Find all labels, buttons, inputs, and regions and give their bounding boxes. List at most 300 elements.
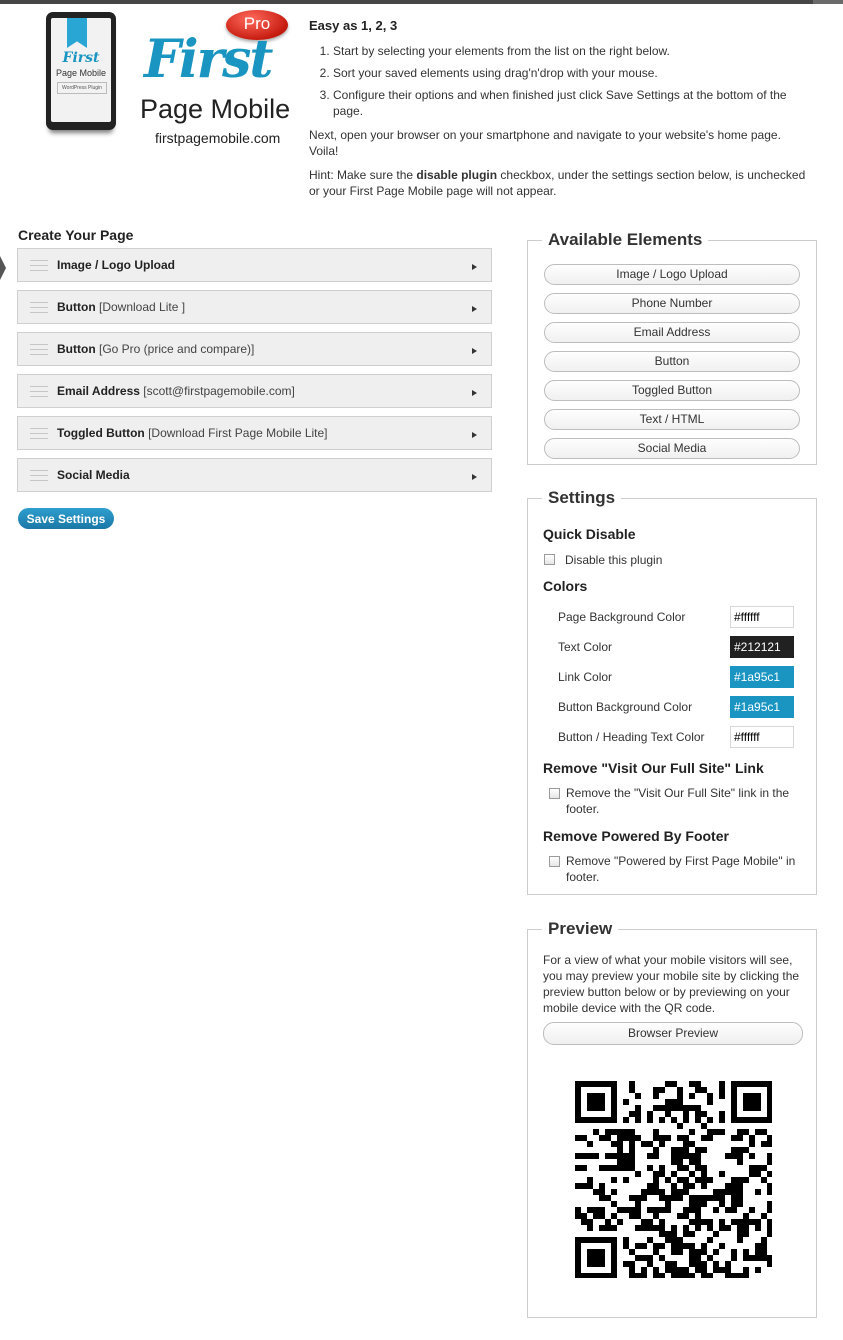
qr-module xyxy=(719,1111,725,1117)
qr-module xyxy=(737,1237,743,1243)
qr-module xyxy=(575,1243,581,1249)
add-element-button[interactable]: Social Media xyxy=(544,438,800,459)
qr-module xyxy=(743,1213,749,1219)
qr-module xyxy=(683,1225,689,1231)
qr-module xyxy=(695,1219,701,1225)
qr-module xyxy=(617,1159,623,1165)
qr-module xyxy=(713,1195,719,1201)
qr-module xyxy=(743,1219,749,1225)
qr-module xyxy=(671,1183,677,1189)
qr-module xyxy=(575,1273,581,1278)
qr-module xyxy=(731,1147,737,1153)
qr-module xyxy=(593,1153,599,1159)
qr-module xyxy=(647,1189,653,1195)
qr-module xyxy=(761,1177,767,1183)
qr-module xyxy=(581,1183,587,1189)
add-element-button[interactable]: Toggled Button xyxy=(544,380,800,401)
page-element-item[interactable] xyxy=(17,332,492,366)
qr-module xyxy=(689,1219,695,1225)
qr-module xyxy=(587,1207,593,1213)
preview-title: Preview xyxy=(542,919,618,939)
qr-module xyxy=(611,1081,617,1087)
qr-module xyxy=(647,1111,653,1117)
qr-module xyxy=(707,1093,713,1099)
qr-module xyxy=(641,1225,647,1231)
qr-module xyxy=(635,1105,641,1111)
qr-module xyxy=(707,1177,713,1183)
qr-module xyxy=(659,1255,665,1261)
qr-module xyxy=(623,1237,629,1243)
qr-module xyxy=(755,1219,761,1225)
qr-module xyxy=(749,1153,755,1159)
qr-module xyxy=(749,1117,755,1123)
qr-module xyxy=(599,1099,605,1105)
qr-module xyxy=(605,1135,611,1141)
collapse-arrow-icon[interactable] xyxy=(0,256,6,280)
qr-module xyxy=(719,1081,725,1087)
qr-module xyxy=(635,1255,641,1261)
qr-module xyxy=(617,1129,623,1135)
qr-module xyxy=(671,1237,677,1243)
browser-preview-button[interactable]: Browser Preview xyxy=(543,1022,803,1045)
qr-module xyxy=(629,1081,635,1087)
qr-module xyxy=(743,1093,749,1099)
qr-module xyxy=(593,1189,599,1195)
qr-module xyxy=(767,1207,772,1213)
qr-module xyxy=(761,1117,767,1123)
qr-module xyxy=(731,1081,737,1087)
qr-module xyxy=(701,1195,707,1201)
add-element-button[interactable]: Phone Number xyxy=(544,293,800,314)
qr-module xyxy=(659,1273,665,1278)
qr-module xyxy=(587,1225,593,1231)
qr-module xyxy=(653,1129,659,1135)
qr-module xyxy=(593,1081,599,1087)
qr-module xyxy=(647,1117,653,1123)
qr-module xyxy=(665,1207,671,1213)
qr-module xyxy=(605,1153,611,1159)
qr-module xyxy=(695,1111,701,1117)
qr-module xyxy=(743,1129,749,1135)
color-label: Link Color xyxy=(558,670,613,684)
qr-module xyxy=(611,1189,617,1195)
qr-module xyxy=(713,1261,719,1267)
qr-module xyxy=(575,1105,581,1111)
qr-module xyxy=(707,1273,713,1278)
qr-module xyxy=(605,1129,611,1135)
element-type: Image / Logo Upload xyxy=(57,258,176,272)
qr-module xyxy=(755,1129,761,1135)
page-elements-list xyxy=(17,248,492,500)
qr-module xyxy=(623,1243,629,1249)
qr-module xyxy=(719,1189,725,1195)
qr-module xyxy=(695,1249,701,1255)
element-label xyxy=(57,426,328,440)
qr-module xyxy=(599,1213,605,1219)
qr-module xyxy=(767,1171,772,1177)
page-element-item[interactable] xyxy=(17,416,492,450)
expand-arrow-icon[interactable] xyxy=(472,474,477,480)
qr-module xyxy=(629,1147,635,1153)
qr-module xyxy=(689,1231,695,1237)
qr-module xyxy=(587,1255,593,1261)
qr-module xyxy=(719,1243,725,1249)
settings-panel xyxy=(527,488,817,895)
qr-module xyxy=(599,1255,605,1261)
qr-module xyxy=(689,1201,695,1207)
qr-module xyxy=(665,1195,671,1201)
qr-module xyxy=(629,1213,635,1219)
qr-module xyxy=(755,1165,761,1171)
qr-module xyxy=(599,1261,605,1267)
qr-module xyxy=(707,1255,713,1261)
drag-handle-icon[interactable] xyxy=(30,470,48,481)
element-label xyxy=(57,258,175,272)
qr-module xyxy=(593,1093,599,1099)
qr-module xyxy=(689,1243,695,1249)
qr-module xyxy=(575,1267,581,1273)
qr-module xyxy=(689,1159,695,1165)
qr-module xyxy=(623,1099,629,1105)
hint-text-end: checkbox, under the settings section below, is unchecked or your First Page Mobile page will not appear. xyxy=(309,168,806,198)
drag-handle-icon[interactable] xyxy=(30,344,48,355)
qr-module xyxy=(665,1081,671,1087)
qr-module xyxy=(587,1183,593,1189)
page-element-item[interactable] xyxy=(17,458,492,492)
qr-module xyxy=(683,1273,689,1278)
qr-module xyxy=(593,1261,599,1267)
qr-module xyxy=(701,1147,707,1153)
qr-module xyxy=(755,1081,761,1087)
qr-module xyxy=(611,1255,617,1261)
qr-module xyxy=(671,1189,677,1195)
qr-module xyxy=(761,1129,767,1135)
qr-module xyxy=(737,1273,743,1278)
qr-module xyxy=(629,1261,635,1267)
qr-module xyxy=(641,1267,647,1273)
qr-module xyxy=(671,1147,677,1153)
qr-module xyxy=(617,1165,623,1171)
qr-module xyxy=(689,1261,695,1267)
expand-arrow-icon[interactable] xyxy=(472,264,477,270)
qr-module xyxy=(743,1177,749,1183)
qr-module xyxy=(701,1249,707,1255)
element-label xyxy=(57,468,130,482)
qr-module xyxy=(659,1207,665,1213)
qr-module xyxy=(737,1225,743,1231)
qr-module xyxy=(695,1201,701,1207)
remove-full-site-label: Remove the "Visit Our Full Site" link in the footer. xyxy=(566,786,790,816)
qr-module xyxy=(713,1207,719,1213)
qr-module xyxy=(701,1135,707,1141)
color-label: Page Background Color xyxy=(558,610,686,624)
qr-module xyxy=(707,1135,713,1141)
qr-module xyxy=(587,1153,593,1159)
button-heading-text-color-input[interactable] xyxy=(730,726,794,748)
qr-module xyxy=(683,1189,689,1195)
qr-module xyxy=(737,1117,743,1123)
qr-module xyxy=(755,1171,761,1177)
qr-module xyxy=(671,1243,677,1249)
available-elements-list xyxy=(528,241,816,459)
intro-hint xyxy=(309,167,809,199)
qr-module xyxy=(647,1141,653,1147)
preview-panel xyxy=(527,919,817,1318)
qr-module xyxy=(671,1225,677,1231)
page-element-item[interactable] xyxy=(17,374,492,408)
qr-module xyxy=(587,1099,593,1105)
qr-module xyxy=(767,1105,772,1111)
qr-module xyxy=(743,1267,749,1273)
qr-module xyxy=(665,1099,671,1105)
qr-module xyxy=(629,1087,635,1093)
qr-module xyxy=(647,1261,653,1267)
qr-module xyxy=(683,1135,689,1141)
qr-module xyxy=(653,1087,659,1093)
qr-module xyxy=(635,1093,641,1099)
qr-module xyxy=(707,1195,713,1201)
qr-module xyxy=(767,1159,772,1165)
element-label xyxy=(57,384,295,398)
qr-module xyxy=(683,1177,689,1183)
add-element-button[interactable]: Button xyxy=(544,351,800,372)
save-settings-button[interactable]: Save Settings xyxy=(18,508,114,529)
qr-module xyxy=(677,1267,683,1273)
remove-full-site-checkbox[interactable] xyxy=(549,788,560,799)
qr-module xyxy=(695,1225,701,1231)
qr-module xyxy=(749,1165,755,1171)
qr-module xyxy=(701,1123,707,1129)
preview-description: For a view of what your mobile visitors will see, you may preview your mobile site by clicking the preview button below or by previewing on your mobile device with the QR code. xyxy=(543,953,800,1015)
qr-module xyxy=(737,1231,743,1237)
expand-arrow-icon[interactable] xyxy=(472,432,477,438)
qr-module xyxy=(671,1261,677,1267)
qr-module xyxy=(665,1231,671,1237)
add-element-button[interactable]: Email Address xyxy=(544,322,800,343)
qr-module xyxy=(713,1231,719,1237)
qr-module xyxy=(647,1255,653,1261)
text-color-input[interactable] xyxy=(730,636,794,658)
qr-module xyxy=(731,1219,737,1225)
qr-module xyxy=(725,1189,731,1195)
qr-module xyxy=(611,1177,617,1183)
qr-module xyxy=(629,1129,635,1135)
element-detail: [Download First Page Mobile Lite] xyxy=(144,426,328,440)
qr-module xyxy=(755,1225,761,1231)
qr-module xyxy=(653,1267,659,1273)
qr-module xyxy=(575,1165,581,1171)
color-label: Button Background Color xyxy=(558,700,693,714)
qr-module xyxy=(665,1201,671,1207)
drag-handle-icon[interactable] xyxy=(30,302,48,313)
add-element-button[interactable]: Image / Logo Upload xyxy=(544,264,800,285)
qr-module xyxy=(707,1129,713,1135)
qr-module xyxy=(593,1105,599,1111)
element-type: Email Address xyxy=(57,384,140,398)
qr-module xyxy=(719,1267,725,1273)
qr-module xyxy=(767,1093,772,1099)
qr-module xyxy=(611,1141,617,1147)
qr-module xyxy=(659,1219,665,1225)
qr-module xyxy=(701,1261,707,1267)
qr-module xyxy=(731,1201,737,1207)
qr-module xyxy=(767,1081,772,1087)
qr-module xyxy=(695,1207,701,1213)
qr-module xyxy=(689,1171,695,1177)
qr-module xyxy=(695,1165,701,1171)
qr-module xyxy=(671,1159,677,1165)
qr-module xyxy=(665,1237,671,1243)
qr-module xyxy=(689,1273,695,1278)
qr-module xyxy=(677,1147,683,1153)
qr-module xyxy=(635,1117,641,1123)
bookmark-ribbon-icon xyxy=(67,18,87,48)
create-page-title: Create Your Page xyxy=(18,227,134,243)
qr-module xyxy=(647,1219,653,1225)
qr-module xyxy=(707,1117,713,1123)
qr-module xyxy=(665,1261,671,1267)
qr-module xyxy=(767,1117,772,1123)
qr-module xyxy=(593,1129,599,1135)
qr-module xyxy=(641,1243,647,1249)
qr-module xyxy=(731,1183,737,1189)
element-detail: [Go Pro (price and compare)] xyxy=(95,342,255,356)
qr-module xyxy=(695,1267,701,1273)
qr-module xyxy=(617,1135,623,1141)
qr-module xyxy=(659,1243,665,1249)
qr-module xyxy=(725,1183,731,1189)
qr-module xyxy=(767,1087,772,1093)
element-label xyxy=(57,342,254,356)
qr-module xyxy=(587,1237,593,1243)
qr-module xyxy=(587,1081,593,1087)
drag-handle-icon[interactable] xyxy=(30,260,48,271)
qr-module xyxy=(641,1273,647,1278)
qr-module xyxy=(743,1081,749,1087)
qr-module xyxy=(671,1267,677,1273)
qr-module xyxy=(575,1117,581,1123)
intro-section xyxy=(309,18,809,199)
link-color-input[interactable] xyxy=(730,666,794,688)
qr-module xyxy=(701,1219,707,1225)
qr-module xyxy=(659,1141,665,1147)
qr-module xyxy=(749,1171,755,1177)
qr-module xyxy=(701,1183,707,1189)
qr-module xyxy=(599,1165,605,1171)
qr-module xyxy=(659,1087,665,1093)
qr-module xyxy=(701,1177,707,1183)
qr-module xyxy=(635,1201,641,1207)
qr-module xyxy=(683,1231,689,1237)
remove-full-site-heading: Remove "Visit Our Full Site" Link xyxy=(543,760,764,776)
expand-arrow-icon[interactable] xyxy=(472,390,477,396)
qr-module xyxy=(689,1129,695,1135)
qr-module xyxy=(653,1177,659,1183)
qr-module xyxy=(755,1249,761,1255)
qr-module xyxy=(677,1099,683,1105)
disable-plugin-checkbox[interactable] xyxy=(544,554,555,565)
qr-module xyxy=(719,1117,725,1123)
qr-module xyxy=(689,1255,695,1261)
qr-module xyxy=(671,1153,677,1159)
qr-module xyxy=(767,1135,772,1141)
qr-module xyxy=(767,1099,772,1105)
qr-module xyxy=(605,1219,611,1225)
expand-arrow-icon[interactable] xyxy=(472,306,477,312)
qr-module xyxy=(737,1129,743,1135)
qr-module xyxy=(665,1267,671,1273)
pro-badge: Pro xyxy=(226,10,288,40)
qr-module xyxy=(713,1189,719,1195)
qr-module xyxy=(761,1081,767,1087)
qr-module xyxy=(767,1201,772,1207)
qr-module xyxy=(677,1273,683,1278)
qr-module xyxy=(581,1117,587,1123)
qr-module xyxy=(671,1099,677,1105)
qr-module xyxy=(611,1093,617,1099)
qr-module xyxy=(725,1207,731,1213)
drag-handle-icon[interactable] xyxy=(30,386,48,397)
qr-module xyxy=(683,1207,689,1213)
qr-module xyxy=(737,1219,743,1225)
remove-powered-checkbox[interactable] xyxy=(549,856,560,867)
page-element-item[interactable] xyxy=(17,248,492,282)
phone-brand-first: First xyxy=(62,50,100,66)
qr-module xyxy=(599,1273,605,1278)
qr-module xyxy=(659,1225,665,1231)
qr-module xyxy=(629,1141,635,1147)
qr-module xyxy=(737,1195,743,1201)
colors-heading: Colors xyxy=(543,578,588,594)
qr-module xyxy=(575,1207,581,1213)
qr-module xyxy=(695,1261,701,1267)
qr-module xyxy=(605,1165,611,1171)
qr-module xyxy=(683,1165,689,1171)
button-background-color-input[interactable] xyxy=(730,696,794,718)
qr-module xyxy=(653,1189,659,1195)
qr-module xyxy=(611,1105,617,1111)
qr-module xyxy=(641,1255,647,1261)
qr-module xyxy=(761,1213,767,1219)
page-element-item[interactable] xyxy=(17,290,492,324)
qr-module xyxy=(575,1087,581,1093)
qr-module xyxy=(623,1261,629,1267)
qr-module xyxy=(599,1093,605,1099)
qr-module xyxy=(611,1213,617,1219)
qr-module xyxy=(761,1237,767,1243)
qr-module xyxy=(725,1273,731,1278)
qr-module xyxy=(653,1135,659,1141)
qr-module xyxy=(689,1093,695,1099)
intro-title: Easy as 1, 2, 3 xyxy=(309,18,398,33)
qr-module xyxy=(737,1153,743,1159)
remove-powered-label: Remove "Powered by First Page Mobile" in footer. xyxy=(566,854,796,884)
qr-module xyxy=(707,1225,713,1231)
page-background-color-input[interactable] xyxy=(730,606,794,628)
intro-next: Next, open your browser on your smartphone and navigate to your website's home page. Voila! xyxy=(309,128,781,158)
phone-wordpress-plugin: WordPress Plugin xyxy=(57,82,107,94)
element-label xyxy=(57,300,185,314)
color-label: Button / Heading Text Color xyxy=(558,730,705,744)
qr-module xyxy=(575,1099,581,1105)
qr-module xyxy=(743,1105,749,1111)
qr-module xyxy=(767,1111,772,1117)
qr-module xyxy=(677,1195,683,1201)
add-element-button[interactable]: Text / HTML xyxy=(544,409,800,430)
expand-arrow-icon[interactable] xyxy=(472,348,477,354)
qr-module xyxy=(695,1105,701,1111)
drag-handle-icon[interactable] xyxy=(30,428,48,439)
